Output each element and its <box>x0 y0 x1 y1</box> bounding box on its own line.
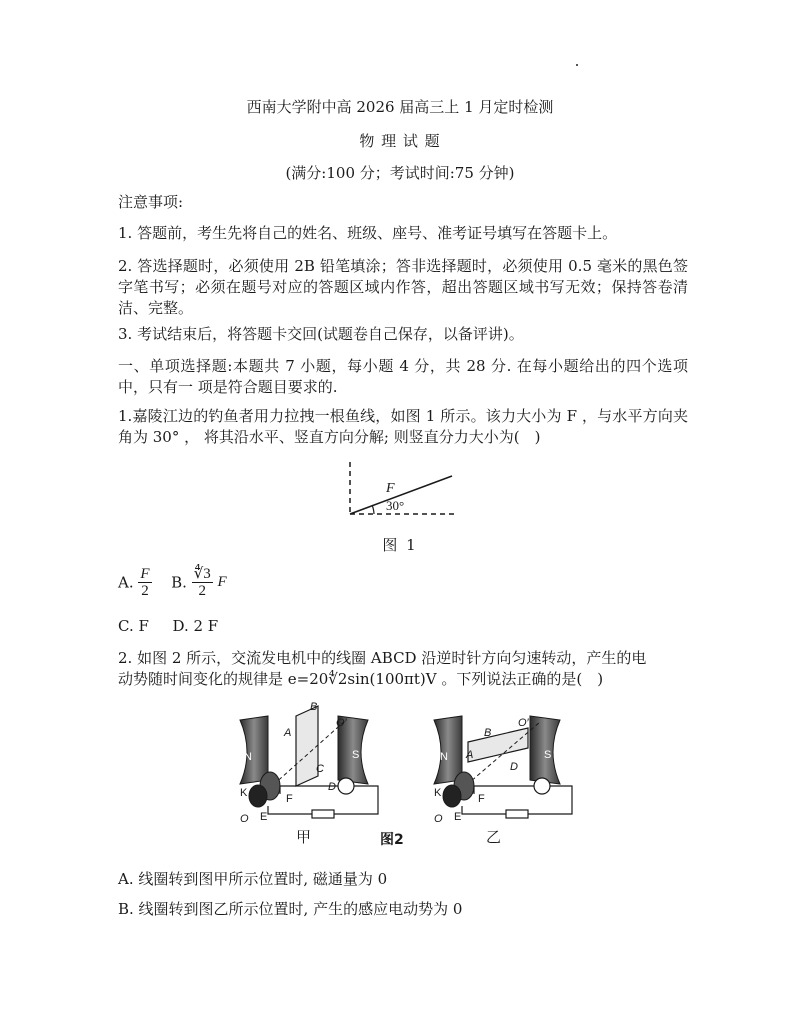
subject-title: 物 理 试 题 <box>359 132 441 150</box>
label-c-jia: C <box>316 763 324 775</box>
notes-heading: 注意事项: <box>118 193 184 211</box>
option-b-label: B. <box>171 573 187 592</box>
option-b-numerator: ∜3 <box>193 566 211 582</box>
label-f-yi: F <box>478 793 485 805</box>
label-f-jia: F <box>286 793 293 805</box>
option-b-denominator: 2 <box>198 583 206 599</box>
q2-option-a: A. 线圈转到图甲所示位置时, 磁通量为 0 <box>118 870 388 888</box>
option-b-tail: F <box>217 574 227 590</box>
magnet-n-right <box>434 716 462 784</box>
force-label: F <box>386 481 395 496</box>
meter-yi <box>534 778 550 794</box>
label-d-jia: D <box>328 781 336 793</box>
label-oprime-yi: O′ <box>518 717 529 729</box>
label-o-jia: O <box>240 813 249 825</box>
label-s-yi: S <box>544 749 552 761</box>
label-b-yi: B <box>484 727 492 739</box>
label-jia: 甲 <box>296 828 312 846</box>
resistor-jia <box>312 810 334 818</box>
label-k-jia: K <box>240 787 248 799</box>
section-1-heading: 一、单项选择题:本题共 7 小题，每小题 4 分，共 28 分. 在每小题给出的四个选项中，只有一 项是符合题目要求的. <box>118 357 688 396</box>
option-a-numerator: F <box>140 566 150 582</box>
label-d-yi: D <box>510 761 518 773</box>
option-c: C. F <box>118 617 149 635</box>
q2-option-b: B. 线圈转到图乙所示位置时, 产生的感应电动势为 0 <box>118 900 463 918</box>
label-e-yi: E <box>454 811 462 823</box>
label-e-jia: E <box>260 811 268 823</box>
label-yi: 乙 <box>486 828 502 846</box>
meter-jia <box>338 778 354 794</box>
scan-speck <box>576 64 578 66</box>
angle-label: 30° <box>386 498 405 513</box>
question-2-stem-line-1: 2. 如图 2 所示，交流发电机中的线圈 ABCD 沿逆时针方向匀速转动，产生的电 <box>118 649 647 667</box>
coil-jia <box>296 706 318 786</box>
option-d: D. 2 F <box>172 617 219 635</box>
label-s-jia: S <box>352 749 360 761</box>
note-item-2: 2. 答选择题时，必须使用 2B 铅笔填涂；答非选择题时，必须使用 0.5 毫米的黑色签字笔书写；必须在题号对应的答题区域内作答，超出答题区域书写无效；保持答卷清洁、完整。 <box>118 257 688 317</box>
question-2-stem-line-2: 动势随时间变化的规律是 e=20∜2sin(100πt)V 。下列说法正确的是( ) <box>118 670 604 688</box>
exam-title: 西南大学附中高 2026 届高三上 1 月定时检测 <box>246 98 554 116</box>
coil-yi <box>468 728 528 762</box>
resistor-yi <box>506 810 528 818</box>
label-a-jia: A <box>284 727 292 739</box>
option-a-denominator: 2 <box>141 583 149 599</box>
question-1-stem: 1.嘉陵江边的钓鱼者用力拉拽一根鱼线，如图 1 所示。该力大小为 F ，与水平方向夹角为 30° ， 将其沿水平、竖直方向分解; 则竖直分力大小为( ) <box>118 407 688 446</box>
q1-options-cd <box>118 617 218 635</box>
label-b-jia: B <box>310 701 318 713</box>
label-a-yi: A <box>466 749 474 761</box>
label-k-yi: K <box>434 787 442 799</box>
label-n-jia: N <box>244 751 252 763</box>
figure-1-caption: 图 1 <box>382 536 418 554</box>
magnet-n-left <box>240 716 268 784</box>
label-o-yi: O <box>434 813 443 825</box>
figure-2-diagram <box>228 698 578 848</box>
brush-k-jia <box>249 785 267 807</box>
label-oprime-jia: O′ <box>336 717 347 729</box>
option-a-label: A. <box>118 573 134 592</box>
brush-k-yi <box>443 785 461 807</box>
q1-options-ab <box>118 566 227 599</box>
option-b-fraction <box>192 566 213 599</box>
angle-arc <box>372 505 374 514</box>
option-a-fraction <box>138 566 151 599</box>
note-item-1: 1. 答题前，考生先将自己的姓名、班级、座号、准考证号填写在答题卡上。 <box>118 224 618 242</box>
figure-1-diagram <box>340 458 460 520</box>
figure-2-caption: 图2 <box>380 832 404 848</box>
note-item-3: 3. 考试结束后，将答题卡交回(试题卷自己保存，以备评讲)。 <box>118 325 524 343</box>
generator-jia <box>240 701 378 846</box>
generator-yi <box>434 716 572 846</box>
exam-info: (满分:100 分；考试时间:75 分钟) <box>285 164 515 182</box>
label-n-yi: N <box>440 751 448 763</box>
